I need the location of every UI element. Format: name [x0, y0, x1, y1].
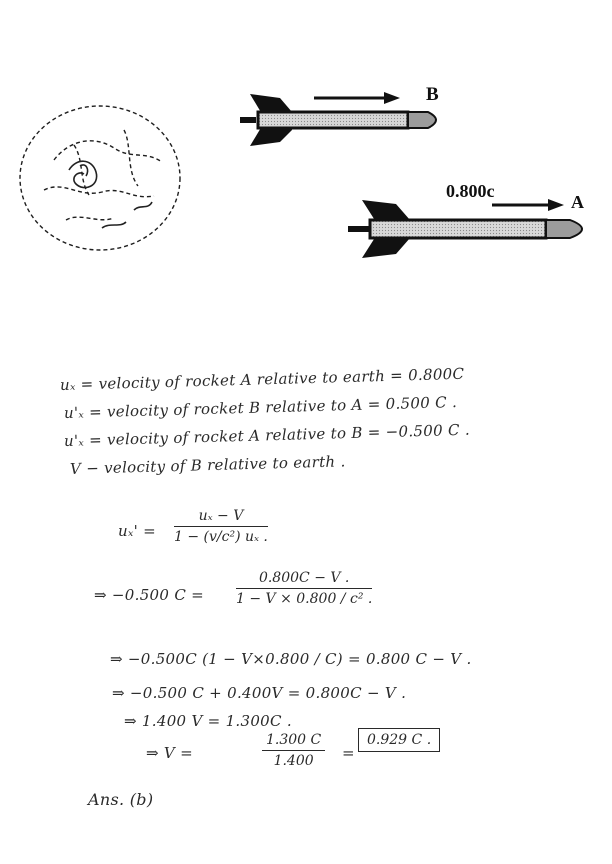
step5-lhs: ⇒ V = [146, 744, 194, 762]
step1-numerator: 0.800C − V . [258, 570, 350, 586]
answer: Ans. (b) [88, 790, 154, 809]
definition-line: u'ₓ = velocity of rocket A relative to B = −0.500 C . [63, 420, 471, 450]
definition-line: uₓ = velocity of rocket A relative to earth = 0.800C [59, 364, 465, 394]
formula-numerator: uₓ − V [198, 508, 244, 524]
right-arrow-icon [314, 91, 400, 105]
formula-fraction [174, 508, 268, 545]
formula-lhs: uₓ' = [118, 522, 156, 540]
step4: ⇒ 1.400 V = 1.300C . [124, 712, 292, 730]
step1-lhs: ⇒ −0.500 C = [94, 586, 205, 604]
rocket-b-label: B [426, 84, 439, 105]
step1-fraction [236, 570, 372, 607]
definition-line: u'ₓ = velocity of rocket B relative to A = 0.500 C . [63, 393, 458, 422]
step5-equals: = [342, 744, 355, 762]
step5-denominator: 1.400 [273, 753, 314, 769]
right-arrow-icon [492, 198, 564, 212]
rocket-a-label: A [571, 192, 584, 212]
result-box: 0.929 C . [358, 728, 440, 752]
earth-sketch-icon [14, 100, 184, 260]
rocket-a-speed: 0.800c [446, 181, 495, 201]
definition-line: V − velocity of B relative to earth . [69, 452, 346, 478]
step5-numerator: 1.300 C [266, 732, 322, 748]
step3: ⇒ −0.500 C + 0.400V = 0.800C − V . [112, 684, 407, 702]
step1-denominator: 1 − V × 0.800 / c² . [236, 591, 373, 607]
formula-denominator: 1 − (v/c²) uₓ . [174, 529, 268, 545]
step2: ⇒ −0.500C (1 − V×0.800 / C) = 0.800 C − V . [110, 650, 472, 668]
step5-fraction [262, 732, 325, 769]
